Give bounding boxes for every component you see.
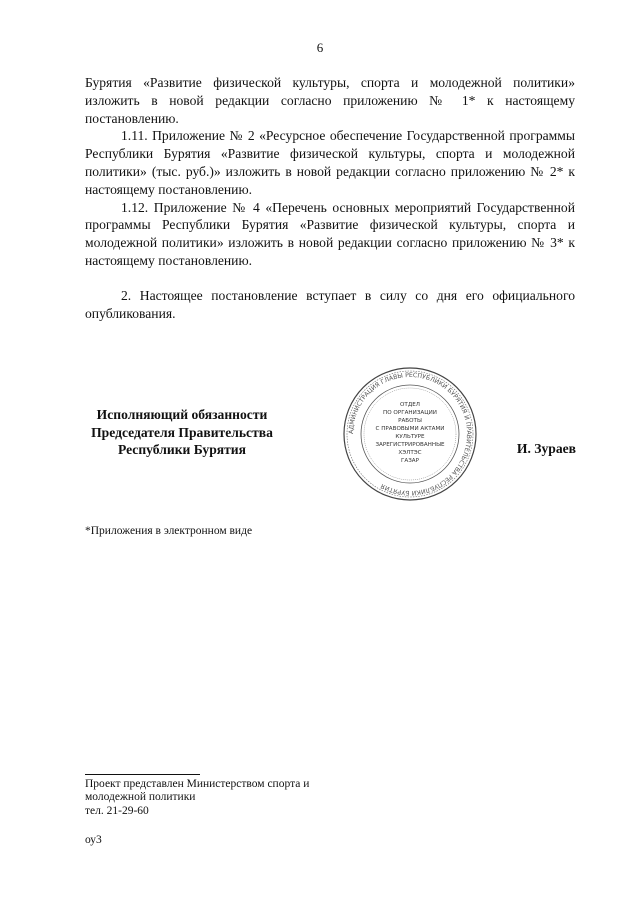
seal-text-line: ХЭЛТЭС (398, 450, 422, 456)
signer-name: И. Зураев (516, 441, 576, 456)
seal-text-line: С ПРАВОВЫМИ АКТАМИ (375, 426, 445, 432)
seal-text-line: ОТДЕЛ (400, 402, 420, 408)
signatory-position-line: Председателя Правительства (91, 424, 273, 440)
paragraph-2: 2. Настоящее постановление вступает в силу со дня его официального опубликования. (85, 287, 575, 321)
document-code: оу3 (85, 834, 102, 846)
signatory-position-line: Исполняющий обязанности (96, 407, 268, 422)
seal-text-line: РАБОТЫ (398, 418, 422, 424)
seal-text-line: ГАЗАР (400, 458, 420, 464)
seal-ring-text: АДМИНИСТРАЦИЯ ГЛАВЫ РЕСПУБЛИКИ БУРЯТИЯ И ПРАВИТЕЛЬСТВА РЕСПУБЛИКИ БУРЯТИЯ (347, 371, 473, 497)
paragraph-1-12: 1.12. Приложение № 4 «Перечень основных мероприятий Государственной программы Республики Бурятия «Развитие физической культуры, спорта и молодежной политики» изложить в новой редакции согласно приложению № 3* к настоящему постановлению. (85, 199, 575, 268)
official-seal (340, 364, 480, 504)
paragraph-continuation: Бурятия «Развитие физической культуры, спорта и молодежной политики» изложить в новой редакции согласно приложению № 1* к настоящему постановлению. (85, 75, 575, 126)
project-note-line: молодежной политики (85, 791, 196, 804)
seal-text-line: КУЛЬТУРЕ (395, 434, 425, 440)
project-note-line: Проект представлен Министерством спорта и (85, 778, 310, 790)
seal-text-line: ПО ОРГАНИЗАЦИИ (383, 410, 437, 416)
seal-text-line: ЗАРЕГИСТРИРОВАННЫЕ (375, 442, 445, 448)
paragraph-1-11: 1.11. Приложение № 2 «Ресурсное обеспечение Государственной программы Республики Бурятия «Развитие физической культуры, спорта и молодежной политики» (тыс. руб.)» изложить в новой редакции согласно приложению № 2* к настоящему постановлению. (85, 128, 575, 197)
document-body (85, 74, 575, 322)
page-number: 6 (316, 40, 324, 55)
signatory-position (72, 406, 292, 459)
project-note (85, 778, 309, 818)
signatory-position-line: Республики Бурятия (117, 442, 246, 457)
footer-rule (85, 774, 200, 775)
project-note-phone: тел. 21-29-60 (85, 804, 149, 817)
footnote: *Приложения в электронном виде (85, 525, 253, 537)
